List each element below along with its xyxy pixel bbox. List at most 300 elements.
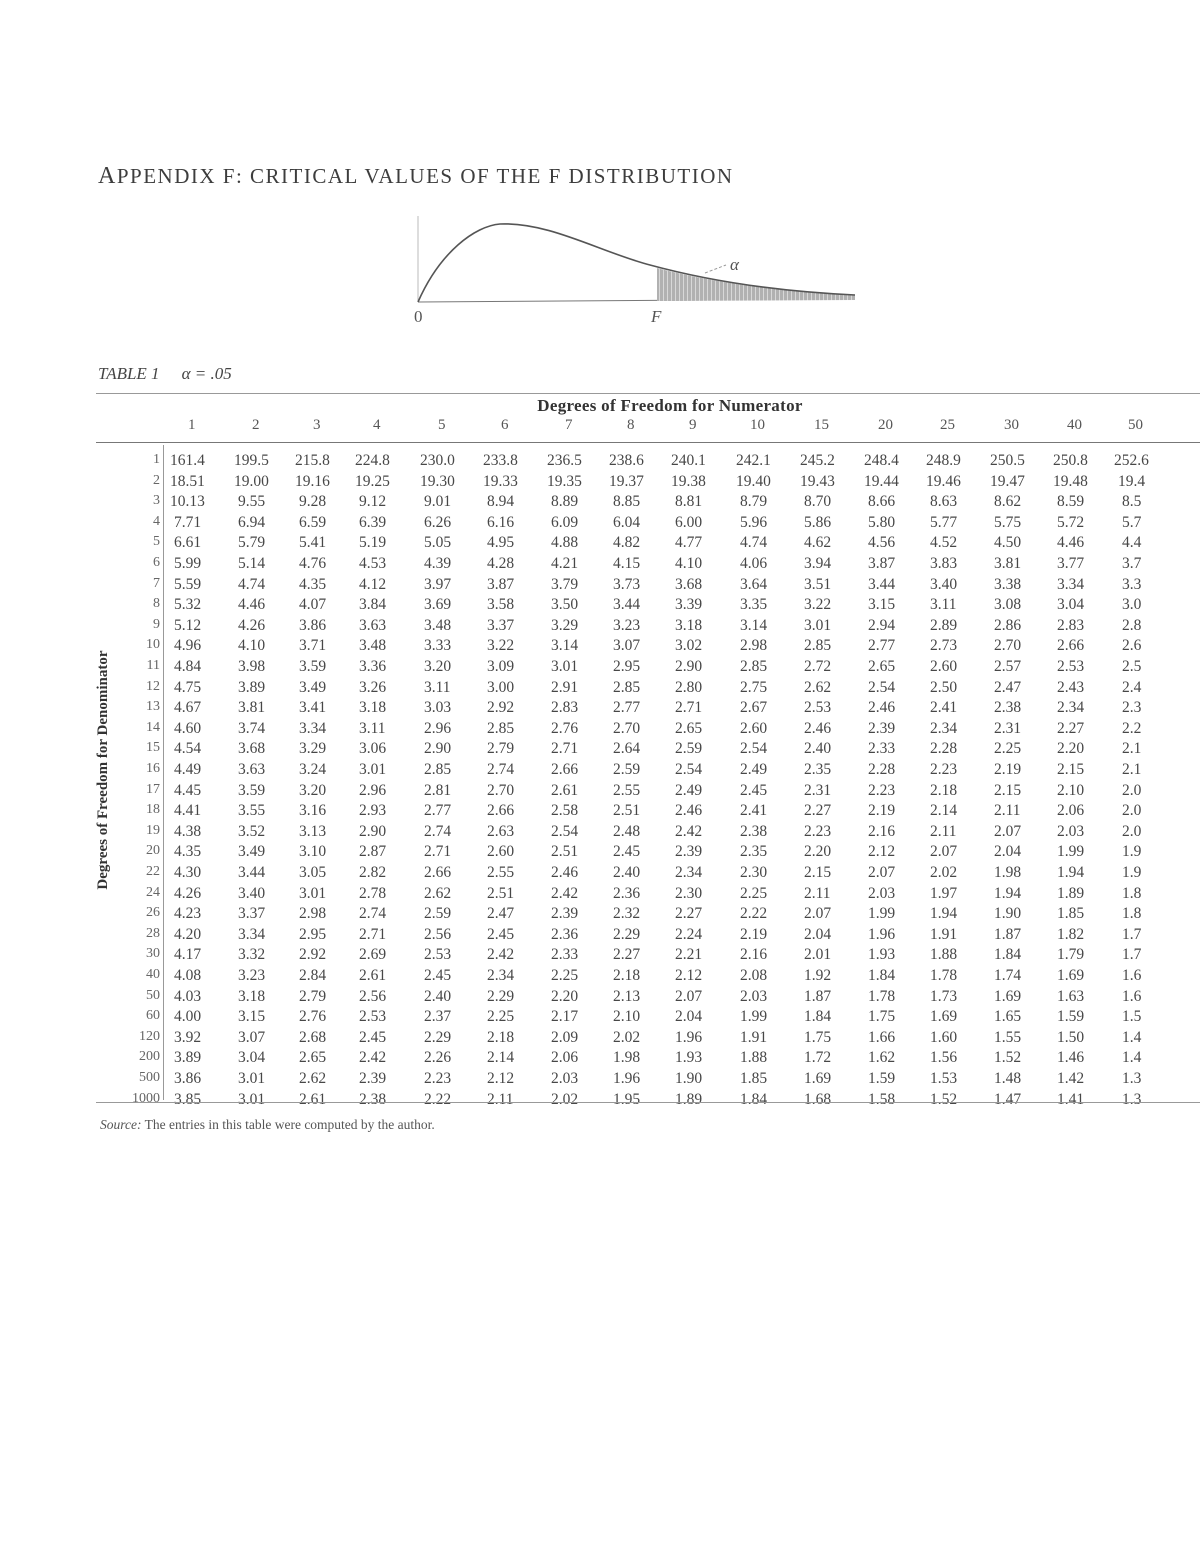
table-cell: 3.01 [238,1070,266,1087]
table-cell: 1.7 [1122,946,1142,964]
table-cell: 3.40 [930,575,958,593]
table-cell: 2.70 [487,781,515,799]
table-cell: 3.71 [299,637,327,655]
table-cell: 2.03 [1057,822,1085,840]
table-cell: 2.54 [868,678,896,696]
table-cell: 2.40 [424,987,452,1005]
table-cell: 2.55 [613,781,641,799]
table-cell: 3.48 [359,637,387,655]
table-cell: 1.73 [930,987,958,1005]
table-cell: 1.87 [804,987,832,1005]
table-cell: 4.46 [1057,534,1085,552]
table-cell: 8.70 [804,493,832,511]
table-cell: 1.4 [1122,1049,1142,1067]
table-cell: 3.0 [1122,596,1142,614]
table-cell: 1.96 [675,1028,703,1046]
table-cell: 19.43 [800,472,835,490]
table-cell: 3.94 [804,555,832,572]
table-cell: 2.15 [804,864,832,881]
table-cell: 2.5 [1122,658,1142,675]
denominator-df: 19 [146,822,160,838]
table-cell: 1.65 [994,1008,1022,1026]
table-cell: 1.59 [1057,1008,1085,1026]
table-cell: 230.0 [420,452,455,469]
table-cell: 3.41 [299,699,327,717]
table-cell: 2.42 [359,1049,387,1067]
table-cell: 2.92 [299,946,327,964]
denominator-df: 1000 [132,1090,160,1106]
table-cell: 5.96 [740,513,768,531]
table-row [0,493,1200,513]
table-cell: 1.74 [994,967,1022,984]
table-cell: 2.53 [424,946,452,964]
table-cell: 3.63 [359,616,387,634]
table-cell: 3.05 [299,864,327,881]
table-row [0,782,1200,802]
table-row [0,679,1200,699]
density-curve [418,224,855,302]
denominator-df: 120 [139,1028,160,1044]
table-cell: 1.99 [868,905,896,923]
table-cell: 2.66 [487,802,515,820]
table-cell: 2.07 [804,905,832,923]
table-cell: 5.59 [174,575,202,593]
table-cell: 1.93 [868,946,896,964]
table-cell: 3.55 [238,802,266,820]
table-cell: 3.44 [238,864,266,881]
table-cell: 3.7 [1122,555,1142,572]
table-cell: 2.31 [994,719,1022,737]
table-cell: 2.0 [1122,781,1142,799]
table-cell: 3.92 [174,1028,202,1046]
table-cell: 9.01 [424,493,452,511]
denominator-df: 15 [146,740,160,756]
table-cell: 2.42 [487,946,515,964]
table-cell: 19.46 [926,472,961,490]
table-cell: 19.30 [420,472,455,490]
table-cell: 3.73 [613,575,641,593]
table-cell: 3.63 [238,761,266,778]
table-cell: 2.83 [551,699,579,717]
table-cell: 19.40 [736,472,771,490]
table-cell: 2.18 [613,967,641,984]
table-cell: 250.5 [990,452,1025,469]
table-cell: 2.28 [868,761,896,778]
appendix-heading [98,163,734,190]
table-cell: 1.8 [1122,905,1142,923]
table-cell: 4.35 [299,575,327,593]
table-cell: 8.81 [675,493,703,511]
table-cell: 1.62 [868,1049,896,1067]
table-cell: 3.06 [359,740,387,758]
denominator-df: 10 [146,637,160,653]
table-cell: 18.51 [170,472,205,490]
table-cell: 2.07 [868,864,896,881]
table-row [0,823,1200,843]
table-cell: 199.5 [234,452,269,469]
denominator-df: 4 [153,513,160,529]
table-cell: 1.59 [868,1070,896,1087]
table-cell: 1.75 [868,1008,896,1026]
table-cell: 10.13 [170,493,205,511]
table-cell: 2.50 [930,678,958,696]
denominator-df: 26 [146,905,160,921]
table-cell: 7.71 [174,513,202,531]
table-cell: 3.38 [994,575,1022,593]
table-cell: 236.5 [547,452,582,469]
table-cell: 2.12 [675,967,703,984]
alpha-label: α [730,255,739,274]
table-cell: 2.01 [804,946,832,964]
table-row [0,864,1200,884]
table-row [0,637,1200,657]
table-cell: 4.41 [174,802,202,820]
table-cell: 19.00 [234,472,269,490]
table-cell: 1.72 [804,1049,832,1067]
column-header-4: 4 [373,417,381,433]
table-cell: 2.34 [930,719,958,737]
table-cell: 2.23 [930,761,958,778]
table-cell: 3.89 [174,1049,202,1067]
table-cell: 2.23 [804,822,832,840]
table-cell: 2.95 [613,658,641,675]
table-cell: 2.15 [994,781,1022,799]
table-cell: 2.59 [424,905,452,923]
denominator-df: 11 [146,658,160,673]
table-row [0,843,1200,863]
table-cell: 2.11 [487,1090,514,1108]
table-cell: 1.89 [1057,884,1085,902]
table-cell: 2.78 [359,884,387,902]
table-cell: 8.85 [613,493,641,511]
table-cell: 2.54 [675,761,703,778]
table-row [0,555,1200,575]
table-row [0,473,1200,493]
table-cell: 4.56 [868,534,896,552]
table-cell: 3.36 [359,658,387,675]
table-cell: 2.69 [359,946,387,964]
table-cell: 2.56 [359,987,387,1005]
denominator-df: 22 [146,864,160,879]
table-cell: 2.06 [1057,802,1085,820]
table-cell: 4.23 [174,905,202,923]
table-cell: 2.45 [613,843,641,861]
table-cell: 1.53 [930,1070,958,1087]
table-row [0,967,1200,987]
table-cell: 1.90 [994,905,1022,923]
table-cell: 2.74 [487,761,515,778]
table-row [0,617,1200,637]
table-cell: 3.23 [238,967,266,984]
table-row [0,576,1200,596]
table-cell: 2.09 [551,1028,579,1046]
table-cell: 5.05 [424,534,452,552]
table-cell: 1.69 [930,1008,958,1026]
table-cell: 2.20 [804,843,832,861]
table-cell: 1.46 [1057,1049,1085,1067]
table-cell: 3.69 [424,596,452,614]
table-cell: 2.1 [1122,761,1142,778]
table-cell: 2.76 [299,1008,327,1026]
table-cell: 2.83 [1057,616,1085,634]
table-cell: 3.58 [487,596,515,614]
table-cell: 3.23 [613,616,641,634]
table-cell: 2.10 [613,1008,641,1026]
table-cell: 19.33 [483,472,518,490]
table-cell: 4.00 [174,1008,202,1026]
table-cell: 2.19 [868,802,896,820]
table-cell: 2.55 [487,864,515,881]
table-cell: 3.14 [740,616,768,634]
table-cell: 2.61 [359,967,387,984]
table-cell: 2.07 [994,822,1022,840]
table-cell: 2.24 [675,925,703,943]
table-cell: 2.11 [930,822,957,840]
table-cell: 2.74 [359,905,387,923]
table-cell: 19.25 [355,472,390,490]
table-cell: 233.8 [483,452,518,469]
table-cell: 1.69 [994,987,1022,1005]
table-cell: 2.1 [1122,740,1142,758]
table-cell: 3.40 [238,884,266,902]
table-cell: 1.63 [1057,987,1085,1005]
denominator-df: 200 [139,1049,160,1065]
table-cell: 2.22 [740,905,768,923]
table-cell: 2.65 [675,719,703,737]
table-cell: 4.07 [299,596,327,614]
table-cell: 4.62 [804,534,832,552]
table-cell: 1.87 [994,925,1022,943]
table-cell: 4.26 [174,884,202,902]
table-cell: 1.7 [1122,925,1142,943]
table-cell: 2.39 [675,843,703,861]
table-cell: 3.48 [424,616,452,634]
table-cell: 238.6 [609,452,644,469]
table-cell: 1.41 [1057,1090,1085,1108]
table-cell: 2.70 [994,637,1022,655]
table-cell: 3.18 [675,616,703,634]
denominator-df: 24 [146,884,160,900]
table-cell: 2.37 [424,1008,452,1026]
denominator-df: 18 [146,802,160,818]
column-header-5: 5 [438,417,446,433]
table-row [0,720,1200,740]
table-cell: 2.27 [1057,719,1085,737]
table-cell: 2.48 [613,822,641,840]
table-cell: 19.16 [295,472,330,490]
table-cell: 2.0 [1122,822,1142,840]
table-cell: 8.94 [487,493,515,511]
table-cell: 5.79 [238,534,266,552]
table-cell: 2.19 [740,925,768,943]
table-cell: 1.84 [994,946,1022,964]
table-cell: 4.4 [1122,534,1142,552]
table-cell: 2.39 [868,719,896,737]
table-cell: 2.23 [868,781,896,799]
table-row [0,534,1200,554]
table-cell: 1.69 [1057,967,1085,984]
table-cell: 3.86 [174,1070,202,1087]
table-cell: 1.3 [1122,1070,1142,1087]
table-cell: 2.71 [424,843,452,861]
table-cell: 1.85 [740,1070,768,1087]
table-cell: 3.32 [238,946,266,964]
table-cell: 2.34 [487,967,515,984]
table-cell: 2.20 [1057,740,1085,758]
table-cell: 2.86 [994,616,1022,634]
table-cell: 3.68 [675,575,703,593]
denominator-df: 20 [146,843,160,859]
table-cell: 3.22 [487,637,515,655]
table-cell: 3.01 [804,616,832,634]
table-cell: 4.74 [238,575,266,593]
table-cell: 3.11 [930,596,957,614]
table-cell: 8.59 [1057,493,1085,511]
column-header-25: 25 [940,417,955,433]
table-cell: 2.64 [613,740,641,758]
source-label: Source: [100,1117,142,1132]
table-row [0,596,1200,616]
column-header-9: 9 [689,417,697,433]
table-cell: 4.45 [174,781,202,799]
table-cell: 2.45 [740,781,768,799]
table-cell: 2.29 [613,925,641,943]
table-cell: 2.33 [551,946,579,964]
table-cell: 2.67 [740,699,768,717]
table-cell: 3.77 [1057,555,1085,572]
table-cell: 4.28 [487,555,515,572]
table-cell: 3.01 [359,761,387,778]
column-header-30: 30 [1004,417,1019,433]
table-cell: 2.70 [613,719,641,737]
table-cell: 3.84 [359,596,387,614]
table-cell: 3.68 [238,740,266,758]
table-cell: 2.85 [740,658,768,675]
table-cell: 3.81 [994,555,1022,572]
table-cell: 3.22 [804,596,832,614]
table-row [0,946,1200,966]
table-cell: 224.8 [355,452,390,469]
table-cell: 2.02 [930,864,958,881]
table-cell: 3.02 [675,637,703,655]
table-cell: 2.79 [487,740,515,758]
denominator-df: 9 [153,616,160,632]
table-cell: 2.71 [551,740,579,758]
table-cell: 2.90 [359,822,387,840]
table-cell: 6.94 [238,513,266,531]
f-distribution-figure [380,212,900,332]
table-cell: 1.52 [930,1090,958,1108]
table-cell: 19.48 [1053,472,1088,490]
table-cell: 3.13 [299,822,327,840]
table-cell: 3.59 [299,658,327,675]
table-cell: 1.42 [1057,1070,1085,1087]
table-cell: 2.77 [613,699,641,717]
table-cell: 2.11 [804,884,831,902]
heading-initial: A [98,163,117,189]
table-cell: 6.26 [424,513,452,531]
table-cell: 2.59 [613,761,641,778]
table-cell: 2.51 [551,843,579,861]
table-cell: 1.58 [868,1090,896,1108]
table-cell: 1.89 [675,1090,703,1108]
denominator-df: 28 [146,925,160,941]
table-cell: 19.4 [1118,472,1146,490]
table-cell: 2.31 [804,781,832,799]
table-cell: 1.85 [1057,905,1085,923]
table-cell: 6.39 [359,513,387,531]
table-row [0,885,1200,905]
table-cell: 2.22 [424,1090,452,1108]
table-cell: 2.49 [675,781,703,799]
table-cell: 2.26 [424,1049,452,1067]
table-cell: 3.49 [299,678,327,696]
table-cell: 4.10 [675,555,703,572]
table-cell: 2.85 [487,719,515,737]
denominator-df: 13 [146,699,160,715]
table-cell: 2.43 [1057,678,1085,696]
denominator-df: 7 [153,575,160,591]
table-cell: 2.80 [675,678,703,696]
table-cell: 3.74 [238,719,266,737]
table-cell: 3.18 [359,699,387,717]
table-cell: 4.76 [299,555,327,572]
table-cell: 245.2 [800,452,835,469]
table-cell: 2.15 [1057,761,1085,778]
table-cell: 8.66 [868,493,896,511]
table-name: TABLE 1 [98,364,160,383]
table-cell: 2.03 [868,884,896,902]
table-cell: 4.17 [174,946,202,964]
table-cell: 2.14 [487,1049,515,1067]
table-cell: 2.89 [930,616,958,634]
table-cell: 2.13 [613,987,641,1005]
table-cell: 1.6 [1122,987,1142,1005]
table-cell: 3.29 [551,616,579,634]
table-cell: 2.0 [1122,802,1142,820]
table-cell: 6.04 [613,513,641,531]
table-cell: 2.92 [487,699,515,717]
table-cell: 2.85 [424,761,452,778]
table-cell: 2.90 [675,658,703,675]
table-row [0,514,1200,534]
table-cell: 9.55 [238,493,266,511]
table-cell: 4.67 [174,699,202,717]
table-cell: 2.28 [930,740,958,758]
table-cell: 248.9 [926,452,961,469]
table-cell: 1.50 [1057,1028,1085,1046]
table-cell: 1.90 [675,1070,703,1087]
table-cell: 3.29 [299,740,327,758]
source-note [100,1117,435,1133]
table-cell: 2.34 [1057,699,1085,717]
table-cell: 3.10 [299,843,327,861]
table-cell: 4.10 [238,637,266,655]
table-cell: 1.99 [1057,843,1085,861]
table-cell: 2.25 [551,967,579,984]
table-cell: 2.35 [740,843,768,861]
table-cell: 2.96 [424,719,452,737]
table-cell: 2.46 [551,864,579,881]
table-cell: 3.87 [487,575,515,593]
table-cell: 3.26 [359,678,387,696]
table-cell: 8.63 [930,493,958,511]
table-row [0,802,1200,822]
table-cell: 2.45 [487,925,515,943]
table-row [0,761,1200,781]
table-cell: 2.18 [930,781,958,799]
table-cell: 4.12 [359,575,387,593]
